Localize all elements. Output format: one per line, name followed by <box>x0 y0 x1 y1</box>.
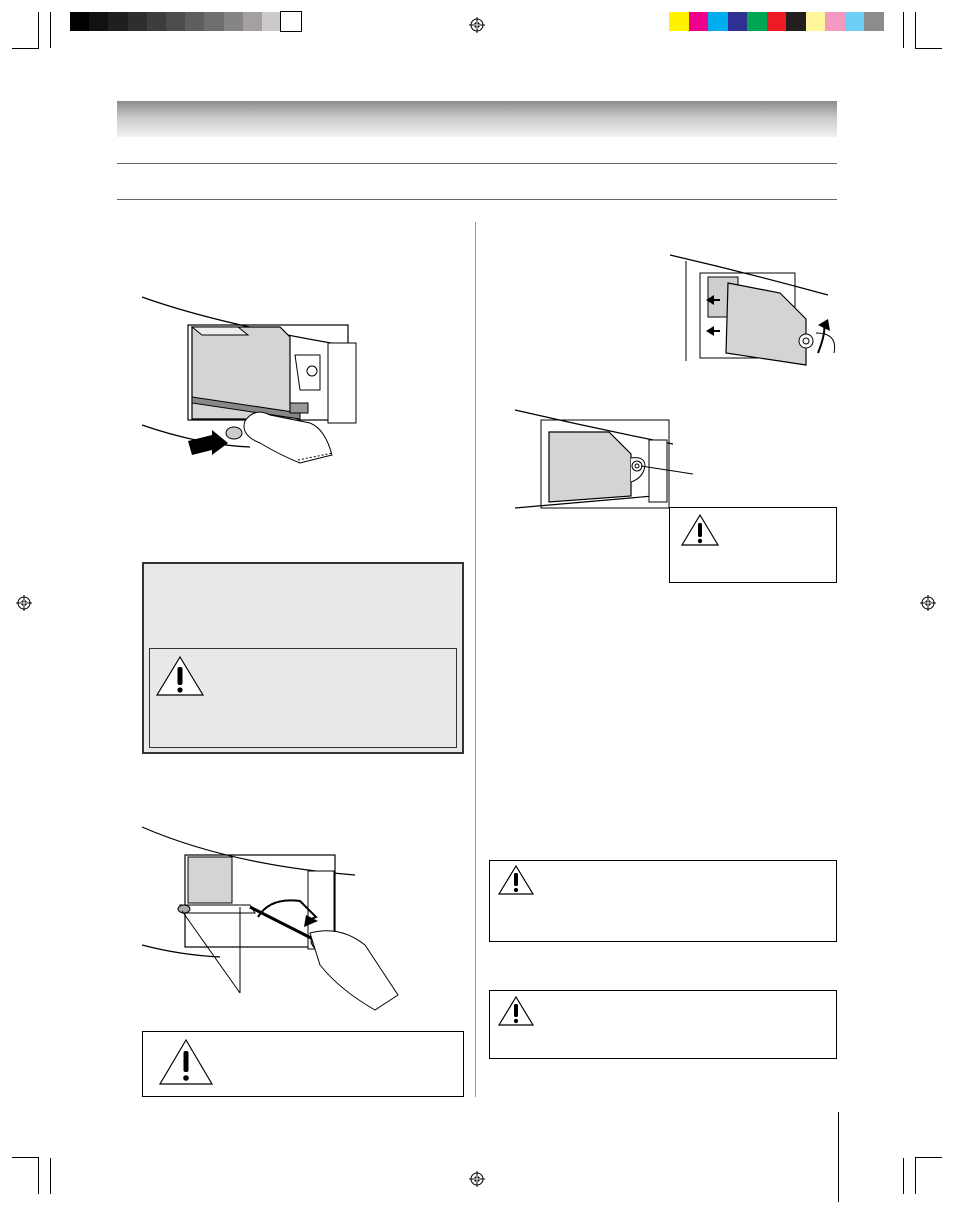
grayscale-swatch <box>281 12 301 31</box>
caution-triangle-icon <box>155 655 205 697</box>
grayscale-swatch <box>147 12 167 31</box>
page-edge-rule <box>838 1112 839 1202</box>
cover-installation-illustration <box>513 408 698 513</box>
color-swatch <box>767 12 787 31</box>
color-swatch <box>669 12 689 31</box>
registration-target-icon <box>469 17 485 33</box>
grayscale-swatch <box>89 12 109 31</box>
color-swatch <box>825 12 845 31</box>
color-swatch <box>708 12 728 31</box>
color-swatch <box>747 12 767 31</box>
grayscale-swatch <box>204 12 224 31</box>
registration-target-icon <box>469 1171 485 1187</box>
section-header-band <box>117 101 837 137</box>
grayscale-swatch <box>128 12 148 31</box>
registration-target-icon <box>920 595 936 611</box>
caution-box <box>489 860 837 942</box>
grayscale-swatch <box>166 12 186 31</box>
header-rule-bottom <box>117 199 837 200</box>
color-swatch <box>786 12 806 31</box>
grayscale-swatch <box>243 12 263 31</box>
lamp-removal-illustration <box>140 295 370 465</box>
color-swatch <box>689 12 709 31</box>
grayscale-swatch <box>108 12 128 31</box>
column-divider <box>475 222 476 1097</box>
grayscale-swatch <box>262 12 282 31</box>
grayscale-swatch <box>70 12 90 31</box>
header-rule-top <box>117 163 837 164</box>
caution-triangle-icon <box>680 513 720 547</box>
color-swatch <box>728 12 748 31</box>
caution-triangle-icon <box>497 864 535 896</box>
caution-triangle-icon <box>497 995 535 1027</box>
registration-target-icon <box>16 595 32 611</box>
cover-removal-illustration <box>668 253 838 368</box>
color-swatch <box>845 12 865 31</box>
grayscale-swatch <box>185 12 205 31</box>
caution-triangle-icon <box>158 1038 214 1086</box>
color-swatch <box>806 12 826 31</box>
color-swatch <box>864 12 884 31</box>
screw-loosening-illustration <box>140 825 405 1020</box>
grayscale-swatch <box>224 12 244 31</box>
caution-box <box>489 990 837 1059</box>
